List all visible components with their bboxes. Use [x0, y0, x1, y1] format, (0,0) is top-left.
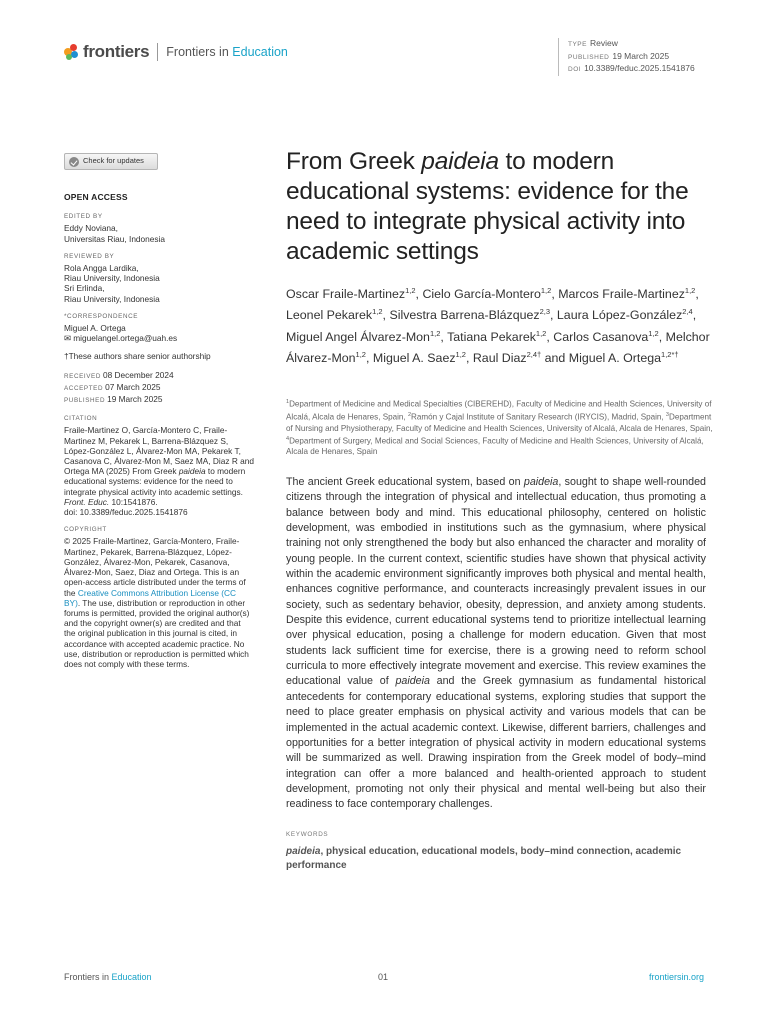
senior-authorship-note: †These authors share senior authorship: [64, 351, 211, 362]
type-label: TYPE: [568, 41, 587, 48]
published-value-side: 19 March 2025: [107, 394, 163, 405]
author-separator: ,: [550, 308, 557, 323]
edited-by-label: EDITED BY: [64, 213, 103, 221]
correspondence: [64, 312, 254, 344]
author-separator: ,: [551, 287, 559, 302]
citation-label: CITATION: [64, 415, 98, 423]
received-value: 08 December 2024: [103, 369, 174, 380]
footer-journal[interactable]: [64, 972, 152, 982]
footer-site-link[interactable]: frontiersin.org: [648, 972, 704, 982]
doi-label: DOI: [568, 66, 582, 73]
article-title: [286, 147, 716, 267]
copyright-text-1: © 2025 Fraile-Martinez, García-Montero, Fraile-Martinez, Pekarek, Barrena-Blázquez, López-González, Álvarez-Mon, Pekarek, Casanova, Álvarez-Mon, Saez, Diaz and Ortega. This is an open-access article distributed under the terms of the: [64, 536, 246, 598]
citation-doi[interactable]: doi: 10.3389/feduc.2025.1541876: [64, 507, 188, 518]
affiliation-number: 3: [665, 412, 669, 419]
author-affiliation-marker: 2,3: [539, 307, 551, 317]
edited-by: [64, 212, 254, 244]
accepted-label: ACCEPTED: [64, 384, 104, 392]
copyright-text-2: . The use, distribution or reproduction in other forums is permitted, provided the original author(s) and the copyright owner(s) are credited and that the original publication in this journal is cited, in accordance with accepted academic practice. No use, distribution or reproduction is permitted which does not comply with these terms.: [64, 597, 250, 669]
affiliation-text: Department of Nursing and Physiotherapy, Faculty of Medicine and Health Sciences, University of Alcalá, Alcala de Henares, Spain,: [286, 412, 713, 433]
author[interactable]: Raul Diaz: [472, 351, 527, 366]
author-affiliation-marker: 2,4: [682, 307, 693, 317]
affiliation-text: Department of Surgery, Medical and Social Sciences, Faculty of Medicine and Health Sciences, University of Alcalá, Alcala de Henares, Spain: [286, 436, 704, 457]
correspondent-name: Miguel A. Ortega: [64, 323, 126, 334]
journal-header: [64, 42, 288, 62]
keywords-label: KEYWORDS: [286, 831, 329, 838]
author-affiliation-marker: 1,2: [540, 286, 552, 295]
author[interactable]: Marcos Fraile-Martinez: [558, 287, 685, 302]
author-separator: ,: [415, 287, 423, 302]
copyright-label: COPYRIGHT: [64, 526, 107, 534]
reviewed-by: [64, 252, 254, 304]
accepted-date: [64, 382, 254, 394]
abstract-part: The ancient Greek educational system, based on: [286, 476, 524, 488]
author[interactable]: Laura López-González: [556, 308, 683, 323]
author[interactable]: Melchor Álvarez-Mon: [286, 329, 710, 366]
citation-volume: 10:1541876.: [109, 496, 158, 507]
reviewer-affiliation: Riau University, Indonesia: [64, 293, 160, 304]
author-separator: ,: [365, 351, 373, 366]
affiliation-text: Ramón y Cajal Institute of Sanitary Research (IRYCIS), Madrid, Spain,: [411, 412, 666, 422]
citation-italic: paideia: [178, 466, 206, 477]
doi[interactable]: [568, 63, 695, 76]
author-separator: ,: [658, 329, 666, 344]
author-separator: ,: [465, 351, 473, 366]
author-affiliation-marker: 1,2*†: [661, 349, 679, 359]
article-dates: [64, 370, 254, 407]
reviewer-name: Rola Angga Lardika,: [64, 263, 139, 274]
title-pre: From Greek: [286, 148, 422, 175]
published-date-side: [64, 394, 254, 406]
article-type: [568, 38, 695, 51]
correspondent-email[interactable]: ✉ miguelangel.ortega@uah.es: [64, 333, 178, 344]
author-affiliation-marker: 1,2: [405, 286, 416, 295]
citation-authors: Fraile-Martinez O, García-Montero C, Fraile-Martinez M, Pekarek L, Barrena-Blázquez S, López-González L, Álvarez-Mon MA, Pekarek T, Casanova C, Álvarez-Mon M, Saez MA, Diaz R and Ortega MA (2025) From Greek: [64, 425, 254, 477]
page-number: 01: [378, 972, 389, 982]
check-icon: [69, 157, 79, 167]
frontiers-logo-icon: [64, 44, 79, 61]
correspondence-label: *CORRESPONDENCE: [64, 312, 139, 320]
published-date: [568, 51, 695, 64]
citation-text: [64, 425, 254, 496]
abstract-italic: paideia: [395, 675, 430, 688]
keyword-italic: paideia: [286, 846, 321, 857]
footer-journal-prefix: Frontiers in: [64, 972, 110, 982]
citation: [64, 414, 254, 517]
author-affiliation-marker: 1,2: [372, 307, 383, 317]
affiliation-number: 4: [286, 436, 290, 443]
reviewed-by-label: REVIEWED BY: [64, 252, 115, 260]
author[interactable]: Tatiana Pekarek: [447, 329, 536, 344]
citation-journal-line: [64, 497, 254, 507]
author-list: [286, 282, 716, 367]
journal-prefix: Frontiers in: [166, 45, 229, 59]
author-separator: ,: [692, 308, 697, 323]
abstract-part: and the Greek gymnasium as fundamental historical antecedents for contemporary educational systems, exploring studies that support the need to place greater emphasis on physical activity and various models that can be implemented in the actual academic context. Likewise, different barriers, challenges and opportunities for a better integration of physical activity in modern educational systems will be summarized as well. Drawing inspiration from the Greek model of body–mind integration can offer a more balanced and health-oriented approach to student development, promoting not only their physical and mental well-being but also their readiness to face contemporary challenges.: [286, 675, 706, 811]
author[interactable]: Oscar Fraile-Martinez: [286, 287, 406, 302]
author-affiliation-marker: 2,4†: [526, 349, 542, 359]
accepted-value: 07 March 2025: [105, 381, 161, 392]
affiliation-number: 2: [407, 412, 411, 419]
check-updates-label: Check for updates: [83, 156, 144, 166]
received-label: RECEIVED: [64, 372, 101, 380]
reviewer-name: Sri Erlinda,: [64, 283, 105, 294]
open-access-label: OPEN ACCESS: [64, 192, 128, 202]
author-separator: ,: [695, 287, 699, 302]
affiliations: [286, 397, 716, 458]
editor-affiliation: Universitas Riau, Indonesia: [64, 233, 165, 244]
copyright-text: [64, 536, 254, 669]
affiliation-text: Department of Medicine and Medical Specialties (CIBEREHD), Faculty of Medicine and Health Sciences, University of Alcalá, Alcala de Henares, Spain,: [286, 399, 712, 422]
license-link[interactable]: Creative Commons Attribution License (CC BY): [64, 587, 237, 608]
author[interactable]: Cielo García-Montero: [422, 287, 541, 302]
title-post: to modern educational systems: evidence for the need to integrate physical activity into academic settings: [286, 148, 689, 265]
published-label-side: PUBLISHED: [64, 397, 106, 405]
author-affiliation-marker: 1,2: [429, 328, 441, 338]
published-value: 19 March 2025: [612, 50, 670, 61]
title-italic: paideia: [421, 148, 499, 175]
author-affiliation-marker: 1,2: [648, 328, 659, 338]
author-separator: ,: [440, 329, 448, 344]
author[interactable]: Miguel A. Saez: [372, 351, 456, 366]
author-separator: ,: [546, 329, 554, 344]
affiliation-number: 1: [286, 399, 290, 405]
author[interactable]: Miguel A. Ortega: [568, 351, 662, 366]
reviewer-affiliation: Riau University, Indonesia: [64, 273, 160, 284]
doi-value[interactable]: 10.3389/feduc.2025.1541876: [584, 63, 695, 73]
abstract-part: , sought to shape well-rounded citizens through the integration of physical and intellectual education, thus promoting a balance between body and mind. This educational philosophy, centered on holistic development, was embodied in institutions such as the gymnasium, where physical training not only strengthened the body but also enhanced the character and morality of young people. In the current context, scientific studies have shown that physical activity within the academic environment significantly improves both physical and mental health, enhances cognitive performance, and counteracts increasingly prevalent issues in our society, such as sedentary behavior, obesity, depression, and anxiety among students. Despite this evidence, current educational systems tend to prioritize intellectual learning over physical education, posing a challenge for modern education. Given that most students lack sufficient time for exercise, there is a growing need to reform school curricula to more effectively integrate movement and exercise. This review examines the educational value of: [286, 476, 706, 688]
keywords: [286, 845, 706, 873]
author[interactable]: Miguel Angel Álvarez-Mon: [286, 329, 430, 344]
abstract-italic: paideia: [523, 476, 559, 488]
author-affiliation-marker: 1,2: [355, 349, 366, 359]
copyright: [64, 525, 254, 669]
keywords-rest: , physical education, educational models, body–mind connection, academic performance: [286, 846, 682, 871]
editor-name: Eddy Noviana,: [64, 223, 118, 234]
author-separator: and: [541, 351, 569, 366]
journal-name[interactable]: [166, 45, 288, 59]
abstract: [286, 475, 706, 813]
publisher-name[interactable]: frontiers: [83, 42, 150, 61]
author-affiliation-marker: 1,2: [684, 286, 696, 295]
type-value: Review: [589, 38, 618, 48]
author-affiliation-marker: 1,2: [455, 349, 466, 359]
citation-journal: Front. Educ.: [64, 496, 110, 507]
author-affiliation-marker: 1,2: [535, 328, 547, 338]
sidebar: [64, 153, 254, 677]
author[interactable]: Silvestra Barrena-Blázquez: [389, 308, 540, 323]
footer-journal-highlight: Education: [111, 972, 152, 982]
header-divider: [157, 43, 158, 61]
article-meta: [558, 38, 695, 76]
author[interactable]: Carlos Casanova: [553, 329, 649, 344]
received-date: [64, 370, 254, 382]
published-label: PUBLISHED: [568, 53, 610, 61]
check-updates-button[interactable]: [64, 153, 158, 170]
author-separator: ,: [382, 308, 390, 323]
author[interactable]: Leonel Pekarek: [286, 308, 373, 323]
citation-rest: to modern educational systems: evidence for the need to integrate physical activity into academic settings.: [64, 466, 246, 497]
journal-highlight: Education: [232, 45, 288, 59]
